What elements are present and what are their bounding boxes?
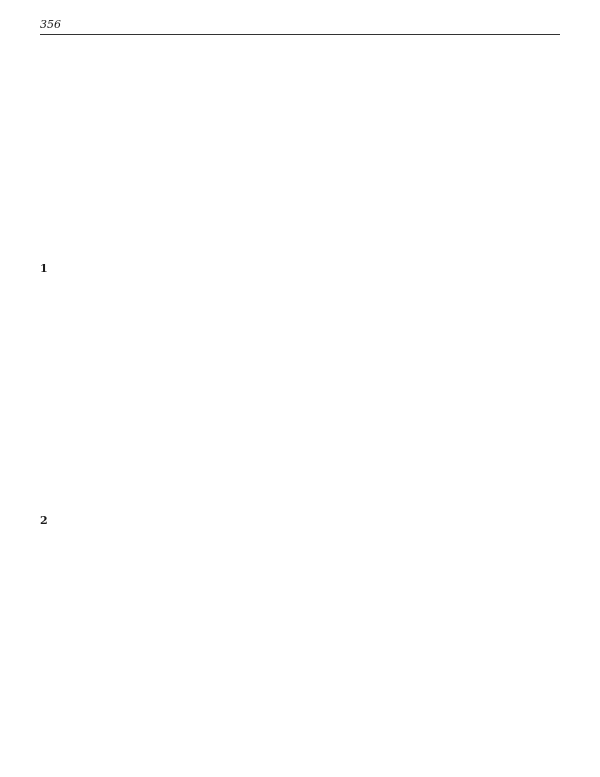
article-authors <box>40 140 560 154</box>
article-affiliation <box>40 157 560 171</box>
page-number: 356 <box>40 18 61 31</box>
running-header <box>40 18 560 35</box>
section-heading-2: 2 <box>40 514 48 527</box>
abstract <box>40 186 560 236</box>
keywords <box>40 238 560 252</box>
section-heading-1: 1 <box>40 262 48 275</box>
section-2-body <box>40 536 560 766</box>
article-title <box>40 92 560 114</box>
section-1-body <box>40 284 560 484</box>
